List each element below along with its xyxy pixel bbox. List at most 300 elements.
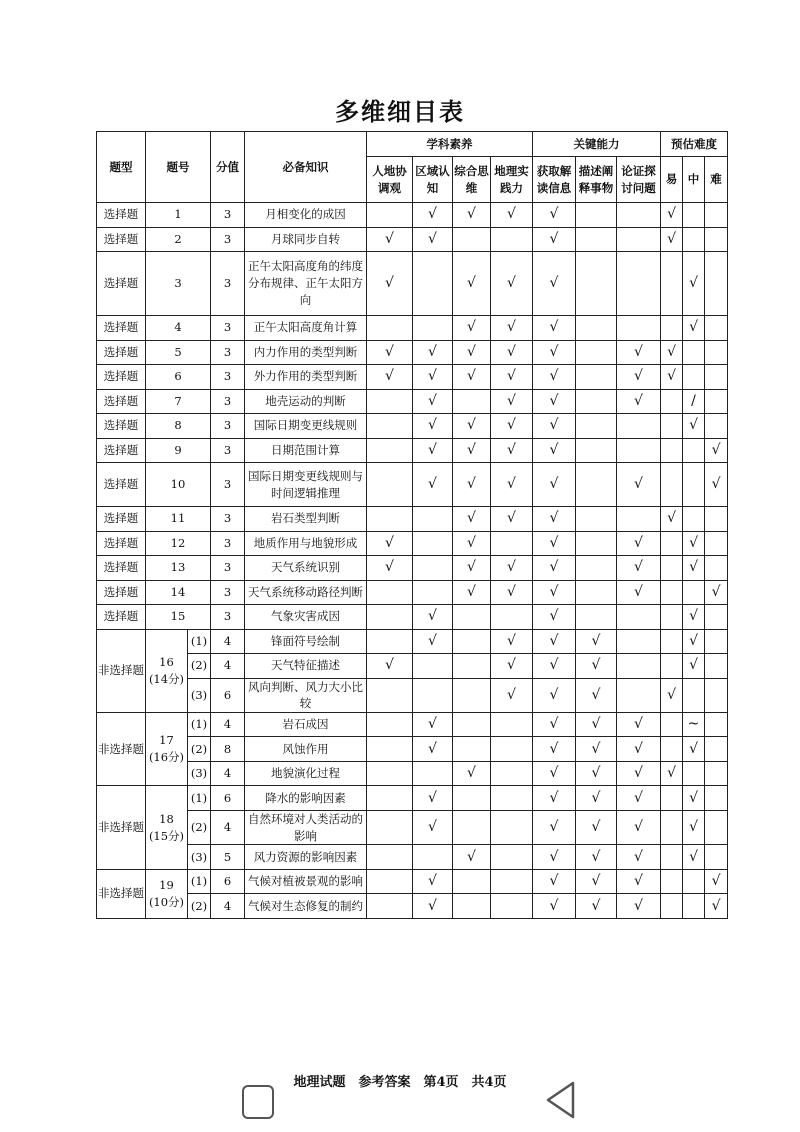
header-group-literacy: 学科素养 <box>367 132 533 157</box>
mark-cell <box>367 463 413 507</box>
mark-cell <box>413 629 453 654</box>
check-mark: √ <box>428 368 437 385</box>
check-mark: √ <box>428 417 437 434</box>
question-type: 选择题 <box>97 203 146 228</box>
mark-cell <box>576 252 617 316</box>
mark-cell <box>683 507 705 532</box>
mark-cell <box>491 786 533 811</box>
check-mark: √ <box>428 392 437 409</box>
mark-cell <box>491 414 533 439</box>
table-row <box>97 810 728 844</box>
mark-cell <box>533 786 576 811</box>
knowledge-point: 气象灾害成因 <box>245 605 367 630</box>
check-mark: √ <box>507 392 516 409</box>
mark-cell <box>367 712 413 737</box>
mark-cell <box>683 316 705 341</box>
check-mark: √ <box>591 897 601 914</box>
mark-cell <box>683 605 705 630</box>
mark-cell <box>491 556 533 581</box>
mark-cell <box>683 580 705 605</box>
table-row <box>97 365 728 390</box>
question-type: 选择题 <box>97 507 146 532</box>
mark-cell <box>617 531 661 556</box>
check-mark: √ <box>549 848 559 865</box>
table-row <box>97 531 728 556</box>
mark-cell <box>413 654 453 679</box>
check-mark: √ <box>467 275 476 292</box>
header-sub: 地理实践力 <box>491 157 533 203</box>
mark-cell <box>491 340 533 365</box>
mark-cell <box>533 389 576 414</box>
mark-cell <box>705 605 728 630</box>
question-type: 选择题 <box>97 414 146 439</box>
header-sub: 描述阐释事物 <box>576 157 617 203</box>
mark-cell <box>367 629 413 654</box>
question-type: 非选择题 <box>97 786 146 869</box>
mark-cell <box>661 786 683 811</box>
knowledge-point: 正午太阳高度角的纬度分布规律、正午太阳方向 <box>245 252 367 316</box>
mark-cell <box>413 365 453 390</box>
mark-cell <box>367 365 413 390</box>
mark-cell <box>413 580 453 605</box>
mark-cell <box>661 531 683 556</box>
check-mark: √ <box>549 275 559 292</box>
header-sub: 人地协调观 <box>367 157 413 203</box>
check-mark: √ <box>507 510 516 527</box>
sub-question: (2) <box>188 654 211 679</box>
check-mark: √ <box>689 608 698 625</box>
sub-question: (1) <box>188 869 211 894</box>
check-mark: √ <box>428 819 437 836</box>
mark-cell <box>367 556 413 581</box>
header-sub: 难 <box>705 157 728 203</box>
mark-cell <box>683 845 705 870</box>
check-mark: √ <box>634 583 643 600</box>
mark-cell <box>617 605 661 630</box>
mark-cell <box>367 845 413 870</box>
mark-cell <box>661 316 683 341</box>
question-score: 3 <box>211 556 245 581</box>
mark-cell <box>413 737 453 762</box>
mark-cell <box>661 438 683 463</box>
mark-cell <box>661 340 683 365</box>
check-mark: √ <box>689 559 698 576</box>
check-mark: √ <box>634 848 643 865</box>
check-mark: √ <box>467 441 476 458</box>
mark-cell <box>533 203 576 228</box>
mark-cell <box>705 869 728 894</box>
check-mark: √ <box>507 206 516 223</box>
mark-cell <box>661 556 683 581</box>
mark-cell <box>533 340 576 365</box>
mark-cell <box>533 227 576 252</box>
table-row <box>97 340 728 365</box>
mark-cell <box>617 810 661 844</box>
check-mark: √ <box>467 476 476 493</box>
mark-cell <box>367 580 413 605</box>
table-row <box>97 463 728 507</box>
mark-cell <box>533 507 576 532</box>
mark-cell <box>683 227 705 252</box>
mark-cell <box>617 414 661 439</box>
mark-cell <box>367 227 413 252</box>
knowledge-point: 锋面符号绘制 <box>245 629 367 654</box>
mark-cell <box>683 894 705 919</box>
question-type: 选择题 <box>97 605 146 630</box>
mark-cell <box>705 316 728 341</box>
mark-cell <box>413 556 453 581</box>
question-type: 选择题 <box>97 252 146 316</box>
mark-cell <box>576 737 617 762</box>
check-mark: √ <box>428 476 437 493</box>
mark-cell <box>413 227 453 252</box>
mark-cell <box>453 712 491 737</box>
mark-cell <box>453 340 491 365</box>
mark-cell <box>683 340 705 365</box>
table-row <box>97 252 728 316</box>
page-title: 多维细目表 <box>335 98 465 126</box>
mark-cell <box>617 556 661 581</box>
mark-cell <box>533 365 576 390</box>
table-row <box>97 227 728 252</box>
check-mark: √ <box>689 319 698 336</box>
check-mark: √ <box>634 534 643 551</box>
question-type: 选择题 <box>97 556 146 581</box>
question-type: 非选择题 <box>97 869 146 918</box>
check-mark: √ <box>467 368 476 385</box>
mark-cell <box>661 227 683 252</box>
mark-cell <box>661 654 683 679</box>
mark-cell <box>453 737 491 762</box>
table-row <box>97 737 728 762</box>
question-number: 12 <box>146 531 211 556</box>
mark-cell <box>367 810 413 844</box>
check-mark: √ <box>467 534 476 551</box>
mark-cell <box>705 438 728 463</box>
header-sub: 论证探讨问题 <box>617 157 661 203</box>
mark-cell <box>661 252 683 316</box>
mark-cell <box>367 869 413 894</box>
mark-cell <box>683 252 705 316</box>
mark-cell <box>453 531 491 556</box>
mark-cell <box>367 203 413 228</box>
knowledge-point: 地貌演化过程 <box>245 761 367 786</box>
table-row <box>97 316 728 341</box>
check-mark: √ <box>507 343 516 360</box>
mark-cell <box>491 737 533 762</box>
mark-cell <box>413 463 453 507</box>
sub-question: (2) <box>188 810 211 844</box>
mark-cell <box>491 845 533 870</box>
question-score: 4 <box>211 761 245 786</box>
check-mark: √ <box>385 657 394 674</box>
mark-cell <box>367 316 413 341</box>
check-mark: √ <box>711 583 721 600</box>
check-mark: √ <box>428 230 437 247</box>
check-mark: √ <box>549 392 559 409</box>
check-mark: √ <box>667 765 676 782</box>
check-mark: √ <box>507 417 516 434</box>
check-mark: √ <box>549 819 559 836</box>
question-number <box>146 712 188 786</box>
mark-cell <box>576 894 617 919</box>
mark-cell <box>491 894 533 919</box>
mark-cell <box>533 654 576 679</box>
mark-cell <box>617 894 661 919</box>
mark-cell <box>491 203 533 228</box>
check-mark: √ <box>428 897 437 914</box>
mark-cell <box>705 463 728 507</box>
table-row <box>97 629 728 654</box>
check-mark: √ <box>591 819 601 836</box>
header-number: 题号 <box>146 132 211 203</box>
question-number-value: 17 <box>159 733 174 748</box>
mark-cell <box>617 712 661 737</box>
sub-question: (1) <box>188 712 211 737</box>
check-mark: √ <box>428 206 437 223</box>
mark-cell <box>453 252 491 316</box>
header-sub: 综合思维 <box>453 157 491 203</box>
check-mark: √ <box>591 740 601 757</box>
mark-cell <box>491 365 533 390</box>
mark-cell <box>661 389 683 414</box>
mark-cell <box>453 580 491 605</box>
mark-cell <box>413 531 453 556</box>
mark-cell <box>533 761 576 786</box>
mark-cell <box>413 252 453 316</box>
mark-cell <box>705 580 728 605</box>
mark-cell <box>533 580 576 605</box>
mark-cell <box>576 786 617 811</box>
check-mark: √ <box>549 510 559 527</box>
mark-cell <box>617 737 661 762</box>
table-row <box>97 786 728 811</box>
mark-cell <box>491 810 533 844</box>
question-number: 9 <box>146 438 211 463</box>
knowledge-point: 内力作用的类型判断 <box>245 340 367 365</box>
mark-cell <box>453 654 491 679</box>
back-icon[interactable] <box>543 1080 579 1120</box>
mark-cell <box>491 227 533 252</box>
mark-cell <box>367 737 413 762</box>
check-mark: √ <box>667 368 676 385</box>
mark-cell <box>413 507 453 532</box>
check-mark: √ <box>549 716 559 733</box>
check-mark: √ <box>591 765 601 782</box>
header-type: 题型 <box>97 132 146 203</box>
mark-cell <box>576 203 617 228</box>
question-number: 15 <box>146 605 211 630</box>
check-mark: √ <box>549 534 559 551</box>
mark-cell <box>453 227 491 252</box>
check-mark: √ <box>507 441 516 458</box>
mark-cell <box>576 414 617 439</box>
mark-cell <box>367 414 413 439</box>
sub-question: (3) <box>188 761 211 786</box>
check-mark: √ <box>507 275 516 292</box>
mark-cell <box>533 316 576 341</box>
mark-cell <box>413 761 453 786</box>
question-score: 3 <box>211 531 245 556</box>
knowledge-point: 地质作用与地貌形成 <box>245 531 367 556</box>
check-mark: √ <box>591 716 601 733</box>
mark-cell <box>576 531 617 556</box>
mark-cell <box>705 507 728 532</box>
mark-cell <box>683 737 705 762</box>
check-mark: √ <box>689 848 698 865</box>
question-score: 8 <box>211 737 245 762</box>
mark-cell <box>413 894 453 919</box>
home-button[interactable] <box>242 1085 274 1119</box>
question-type: 选择题 <box>97 463 146 507</box>
check-mark: √ <box>591 632 601 649</box>
question-score: 3 <box>211 252 245 316</box>
check-mark: √ <box>467 319 476 336</box>
mark-cell <box>367 678 413 712</box>
mark-cell <box>576 438 617 463</box>
check-mark: √ <box>634 368 643 385</box>
check-mark: √ <box>689 740 698 757</box>
mark-cell <box>576 629 617 654</box>
mark-cell <box>367 761 413 786</box>
question-score: 4 <box>211 629 245 654</box>
check-mark: √ <box>385 230 394 247</box>
mark-cell <box>617 629 661 654</box>
mark-cell <box>617 761 661 786</box>
mark-cell <box>413 605 453 630</box>
mark-cell <box>453 203 491 228</box>
mark-cell <box>683 438 705 463</box>
mark-cell <box>705 389 728 414</box>
mark-cell <box>576 712 617 737</box>
table-row <box>97 203 728 228</box>
sub-question: (1) <box>188 629 211 654</box>
mark-cell <box>533 629 576 654</box>
question-type: 选择题 <box>97 531 146 556</box>
mark-cell <box>491 316 533 341</box>
check-mark: √ <box>711 476 721 493</box>
sub-question: (2) <box>188 737 211 762</box>
check-mark: √ <box>549 368 559 385</box>
check-mark: √ <box>591 789 601 806</box>
check-mark: √ <box>634 343 643 360</box>
mark-cell <box>367 252 413 316</box>
mark-cell <box>576 869 617 894</box>
question-number: 11 <box>146 507 211 532</box>
check-mark: √ <box>549 686 559 703</box>
mark-cell <box>413 678 453 712</box>
page-footer: 地理试题 参考答案 第4页 共4页 <box>293 1075 507 1090</box>
mark-cell <box>683 810 705 844</box>
knowledge-point: 降水的影响因素 <box>245 786 367 811</box>
mark-cell <box>367 654 413 679</box>
mark-cell <box>661 761 683 786</box>
mark-cell <box>661 869 683 894</box>
question-number: 8 <box>146 414 211 439</box>
mark-cell <box>617 678 661 712</box>
table-row <box>97 894 728 919</box>
mark-cell <box>453 786 491 811</box>
question-score: 4 <box>211 654 245 679</box>
check-mark: ~ <box>687 716 700 733</box>
check-mark: √ <box>428 716 437 733</box>
mark-cell <box>683 678 705 712</box>
check-mark: √ <box>634 873 643 890</box>
mark-cell <box>533 869 576 894</box>
mark-cell <box>453 389 491 414</box>
mark-cell <box>491 507 533 532</box>
check-mark: √ <box>689 657 698 674</box>
mark-cell <box>683 712 705 737</box>
table-row <box>97 654 728 679</box>
check-mark: √ <box>428 740 437 757</box>
mark-cell <box>661 463 683 507</box>
question-score: 3 <box>211 507 245 532</box>
mark-cell <box>413 414 453 439</box>
mark-cell <box>705 340 728 365</box>
check-mark: √ <box>689 789 698 806</box>
check-mark: √ <box>689 819 698 836</box>
mark-cell <box>413 389 453 414</box>
check-mark: √ <box>634 765 643 782</box>
mark-cell <box>367 340 413 365</box>
mark-cell <box>413 203 453 228</box>
check-mark: √ <box>549 789 559 806</box>
question-number-value: 18 <box>159 811 174 826</box>
mark-cell <box>661 605 683 630</box>
header-score: 分值 <box>211 132 245 203</box>
knowledge-point: 正午太阳高度角计算 <box>245 316 367 341</box>
mark-cell <box>533 531 576 556</box>
table-row <box>97 869 728 894</box>
knowledge-point: 国际日期变更线规则 <box>245 414 367 439</box>
check-mark: √ <box>667 510 676 527</box>
mark-cell <box>453 463 491 507</box>
mark-cell <box>683 463 705 507</box>
check-mark: √ <box>634 476 643 493</box>
question-score: 3 <box>211 203 245 228</box>
check-mark: √ <box>549 559 559 576</box>
check-mark: √ <box>634 740 643 757</box>
mark-cell <box>491 629 533 654</box>
question-number: 5 <box>146 340 211 365</box>
check-mark: √ <box>667 343 676 360</box>
mark-cell <box>533 810 576 844</box>
mark-cell <box>453 810 491 844</box>
header-sub: 获取解读信息 <box>533 157 576 203</box>
question-number: 2 <box>146 227 211 252</box>
check-mark: √ <box>507 686 516 703</box>
sub-question: (3) <box>188 678 211 712</box>
check-mark: √ <box>634 392 643 409</box>
check-mark: √ <box>549 343 559 360</box>
mark-cell <box>453 507 491 532</box>
question-total-score: (10分) <box>148 894 185 909</box>
mark-cell <box>576 556 617 581</box>
question-score: 3 <box>211 605 245 630</box>
knowledge-point: 风向判断、风力大小比较 <box>245 678 367 712</box>
question-number: 4 <box>146 316 211 341</box>
mark-cell <box>617 316 661 341</box>
question-type: 选择题 <box>97 365 146 390</box>
question-score: 6 <box>211 869 245 894</box>
question-number: 3 <box>146 252 211 316</box>
mark-cell <box>683 414 705 439</box>
question-score: 3 <box>211 389 245 414</box>
check-mark: √ <box>467 343 476 360</box>
mark-cell <box>453 556 491 581</box>
check-mark: √ <box>467 765 476 782</box>
